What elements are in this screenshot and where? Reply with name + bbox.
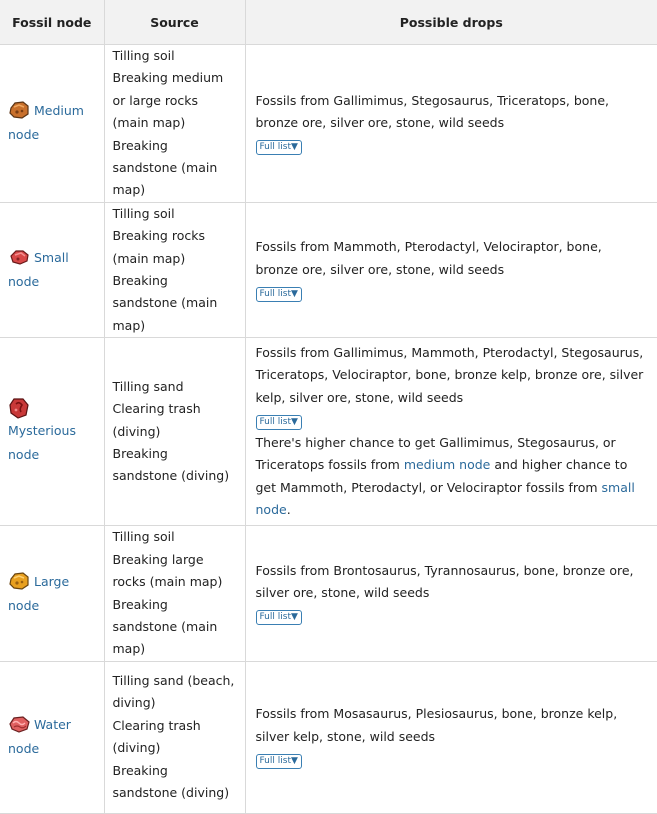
full-list-button[interactable]: Full list▼ [256,610,302,625]
table-row [0,526,657,661]
full-list-button[interactable]: Full list▼ [256,140,302,155]
source-cell [104,338,245,526]
source-item: Tilling soil [112,48,175,63]
node-label: Small node [8,250,69,290]
node-link-water[interactable] [8,713,100,761]
node-link-mysterious[interactable] [8,397,100,467]
node-label: Water node [8,717,71,757]
drops-text: Fossils from Brontosaurus, Tyrannosaurus, bone, bronze ore, silver ore, stone, wild seeds [255,562,634,600]
medium-node-icon [8,100,30,120]
small-node-link[interactable]: small node [255,479,635,518]
drops-note: There's higher chance to get Gallimimus, Stegosaurus, or Triceratops fossils from medium node and higher chance to get Mammoth, Pterodactyl, or Velociraptor fossils from small node. [255,435,635,518]
node-cell [0,338,104,526]
source-item: Breaking sandstone (diving) [112,445,230,484]
source-item: Breaking sandstone (main map) [112,596,218,657]
large-node-icon [8,571,30,591]
source-item: Breaking sandstone (diving) [112,762,230,801]
source-item: Tilling soil [112,529,175,545]
full-list-button[interactable]: Full list▼ [256,754,302,769]
table-row [0,338,657,526]
header-source: Source [104,0,245,45]
node-cell [0,202,104,337]
small-node-icon [8,247,30,267]
node-cell [0,526,104,661]
source-cell [104,45,245,203]
node-link-small[interactable] [8,246,100,294]
source-item: Tilling soil [112,205,175,221]
drops-text: Fossils from Gallimimus, Stegosaurus, Triceratops, bone, bronze ore, silver ore, stone, wild seeds [255,92,609,130]
node-label: Mysterious node [8,422,76,462]
node-label: Large node [8,573,70,613]
header-row [0,0,657,45]
header-possible-drops: Possible drops [245,0,657,45]
drops-text: Fossils from Mosasaurus, Plesiosaurus, bone, bronze kelp, silver kelp, stone, wild seeds [255,706,618,744]
table-row [0,202,657,337]
node-label: Medium node [8,103,84,143]
source-cell [104,526,245,661]
drops-cell [245,45,657,203]
source-item: Breaking rocks (main map) [112,228,205,266]
source-item: Breaking sandstone (main map) [112,137,218,198]
medium-node-link[interactable]: medium node [403,457,491,473]
drops-cell [245,526,657,661]
source-item: Clearing trash (diving) [112,717,201,756]
node-link-medium[interactable] [8,99,100,147]
source-item: Breaking sandstone (main map) [112,273,218,333]
source-item: Breaking large rocks (main map) [112,551,223,590]
drops-cell [245,338,657,526]
source-cell [104,661,245,813]
source-item: Breaking medium or large rocks (main map) [112,70,224,131]
full-list-button[interactable]: Full list▼ [256,287,302,302]
source-cell [104,202,245,337]
source-item: Tilling sand [112,378,184,394]
drops-cell [245,661,657,813]
header-fossil-node: Fossil node [0,0,104,45]
node-cell [0,661,104,813]
drops-text: Fossils from Mammoth, Pterodactyl, Velociraptor, bone, bronze ore, silver ore, stone, wild seeds [255,239,602,277]
table-row [0,45,657,203]
full-list-button[interactable]: Full list▼ [256,415,302,430]
drops-text: Fossils from Gallimimus, Mammoth, Pterodactyl, Stegosaurus, Triceratops, Velociraptor, bone, bronze kelp, bronze ore, silver kelp, silver ore, stone, wild seeds [255,344,644,405]
node-link-large[interactable] [8,570,100,618]
source-item: Clearing trash (diving) [112,401,201,439]
source-item: Tilling sand (beach, diving) [112,673,235,711]
node-cell [0,45,104,203]
water-node-icon [8,714,30,734]
mysterious-node-icon [8,397,30,417]
table-row [0,661,657,813]
drops-cell [245,202,657,337]
